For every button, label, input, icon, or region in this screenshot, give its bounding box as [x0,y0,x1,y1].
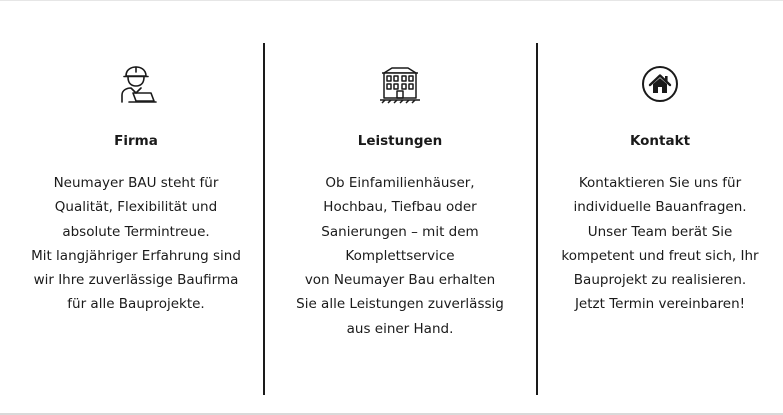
column-description [540,171,780,317]
text-line: Ob Einfamilienhäuser, [325,175,475,191]
column-description [10,171,262,317]
text-line: Unser Team berät Sie [587,223,733,240]
column-description [266,171,534,341]
column-divider [536,43,538,395]
text-line: Bauprojekt zu realisieren. [573,272,747,289]
text-line: Mit langjähriger Erfahrung sind [31,247,241,264]
text-line: Neumayer BAU steht für [53,175,219,191]
text-line: Sie alle Leistungen zuverlässig [296,296,504,313]
text-line: Kontaktieren Sie uns für [578,175,742,191]
text-line: Sanierungen – mit dem [321,223,479,240]
text-line: Hochbau, Tiefbau oder [323,199,477,216]
building-icon [379,64,421,104]
home-circle-icon [639,64,681,104]
text-line: kompetent und freut sich, Ihr [561,247,759,264]
column-title: Firma [114,133,158,149]
column-leistungen [266,0,534,415]
text-line: wir Ihre zuverlässige Baufirma [33,272,239,289]
worker-laptop-icon [115,64,157,104]
text-line: Qualität, Flexibilität und [54,199,218,216]
text-line: absolute Termintreue. [62,223,210,240]
column-title: Kontakt [629,133,691,149]
text-line: für alle Bauprojekte. [67,296,205,313]
column-firma [10,0,262,415]
text-line: aus einer Hand. [346,320,454,337]
column-kontakt [540,0,780,415]
column-title: Leistungen [357,133,443,149]
text-line: individuelle Bauanfragen. [573,199,747,216]
text-line: Jetzt Termin vereinbaren! [574,296,746,313]
column-divider [263,43,265,395]
text-line: Komplettservice [345,247,455,264]
text-line: von Neumayer Bau erhalten [304,272,496,289]
